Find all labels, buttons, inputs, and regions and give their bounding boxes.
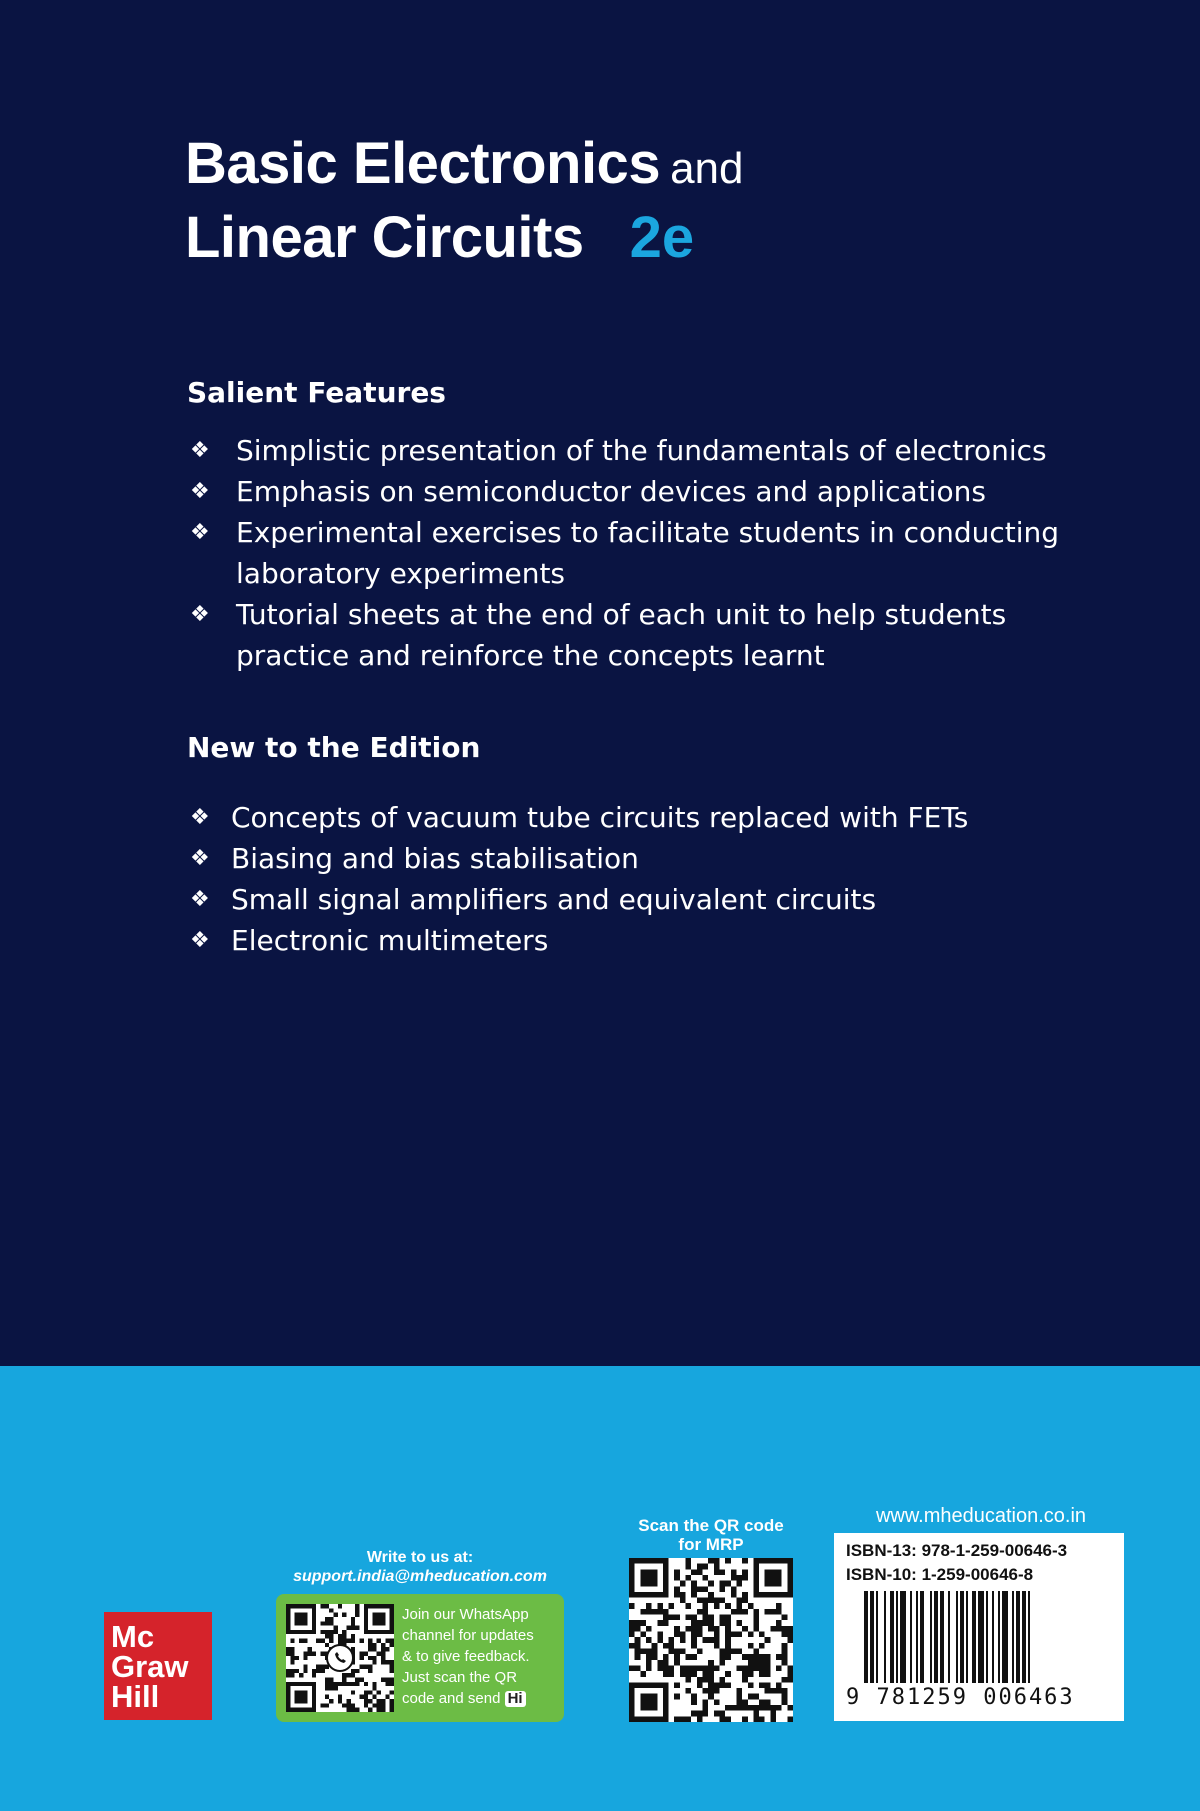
title-conjunction: and [670, 144, 744, 193]
salient-feature-item [188, 430, 1088, 471]
wa-line-2: channel for updates [402, 1627, 534, 1644]
barcode [864, 1591, 1100, 1691]
bullet-icon: ❖ [190, 479, 210, 504]
new-edition-item-text: Biasing and bias stabilisation [231, 842, 639, 875]
whatsapp-text [402, 1604, 560, 1709]
new-edition-item-text: Small signal amplifiers and equivalent circuits [231, 883, 877, 916]
bullet-icon: ❖ [190, 928, 210, 953]
salient-feature-item [188, 471, 1088, 512]
new-edition-item [188, 797, 1088, 838]
salient-feature-item [188, 512, 1088, 594]
salient-features-list [188, 430, 1088, 676]
new-edition-item-text: Concepts of vacuum tube circuits replaced with FETs [231, 801, 969, 834]
hi-keyword: Hi [505, 1691, 526, 1707]
new-edition-heading: New to the Edition [187, 731, 481, 764]
new-edition-item [188, 879, 1088, 920]
whatsapp-qr-code[interactable] [286, 1604, 394, 1712]
logo-text-3: Hill [111, 1679, 160, 1714]
website-link[interactable]: www.mheducation.co.in [875, 1505, 1087, 1527]
book-title-line-1 [185, 130, 744, 197]
bullet-icon: ❖ [190, 438, 210, 463]
isbn-barcode-box [834, 1533, 1124, 1721]
salient-feature-item-text: Tutorial sheets at the end of each unit to help students [236, 598, 1007, 631]
wa-line-5 [402, 1688, 560, 1709]
bullet-icon: ❖ [190, 805, 210, 830]
isbn-10: ISBN-10: 1-259-00646-8 [846, 1565, 1034, 1584]
logo-text-2: Graw [111, 1649, 189, 1684]
bullet-icon: ❖ [190, 520, 210, 545]
bullet-icon: ❖ [190, 887, 210, 912]
new-edition-item-text: Electronic multimeters [231, 924, 549, 957]
title-main-1: Basic Electronics [185, 131, 661, 196]
salient-feature-item-text: Emphasis on semiconductor devices and applications [236, 475, 986, 508]
salient-feature-item-text: laboratory experiments [236, 557, 566, 590]
barcode-number: 9 781259 006463 [846, 1685, 1075, 1710]
bullet-icon: ❖ [190, 846, 210, 871]
publisher-logo [104, 1612, 212, 1720]
salient-feature-item [188, 594, 1088, 676]
mrp-label [620, 1516, 802, 1554]
salient-feature-item-text: Experimental exercises to facilitate students in conducting [236, 516, 1060, 549]
wa-line-5-text: code and send [402, 1690, 505, 1707]
contact-header [275, 1548, 565, 1586]
new-edition-item [188, 920, 1088, 961]
new-edition-item [188, 838, 1088, 879]
support-email-link[interactable]: support.india@mheducation.com [293, 1568, 547, 1585]
new-edition-list [188, 797, 1088, 961]
title-main-2: Linear Circuits [185, 205, 584, 270]
whatsapp-icon [326, 1644, 354, 1672]
wa-line-4: Just scan the QR [402, 1669, 518, 1686]
whatsapp-panel [276, 1594, 564, 1722]
salient-feature-item-text: practice and reinforce the concepts learnt [236, 639, 825, 672]
book-title-line-2 [185, 204, 694, 271]
logo-text-1: Mc [111, 1619, 155, 1654]
salient-features-heading: Salient Features [187, 376, 446, 409]
bullet-icon: ❖ [190, 602, 210, 627]
mrp-qr-code[interactable] [629, 1558, 793, 1722]
edition-badge: 2e [629, 205, 695, 270]
isbn-13: ISBN-13: 978-1-259-00646-3 [846, 1541, 1068, 1560]
wa-line-1: Join our WhatsApp [402, 1606, 529, 1623]
mrp-label-line-1: Scan the QR code [638, 1516, 784, 1535]
salient-feature-item-text: Simplistic presentation of the fundamentals of electronics [236, 434, 1047, 467]
write-label: Write to us at: [366, 1549, 474, 1566]
wa-line-3: & to give feedback. [402, 1648, 530, 1665]
mrp-label-line-2: for MRP [678, 1535, 744, 1554]
